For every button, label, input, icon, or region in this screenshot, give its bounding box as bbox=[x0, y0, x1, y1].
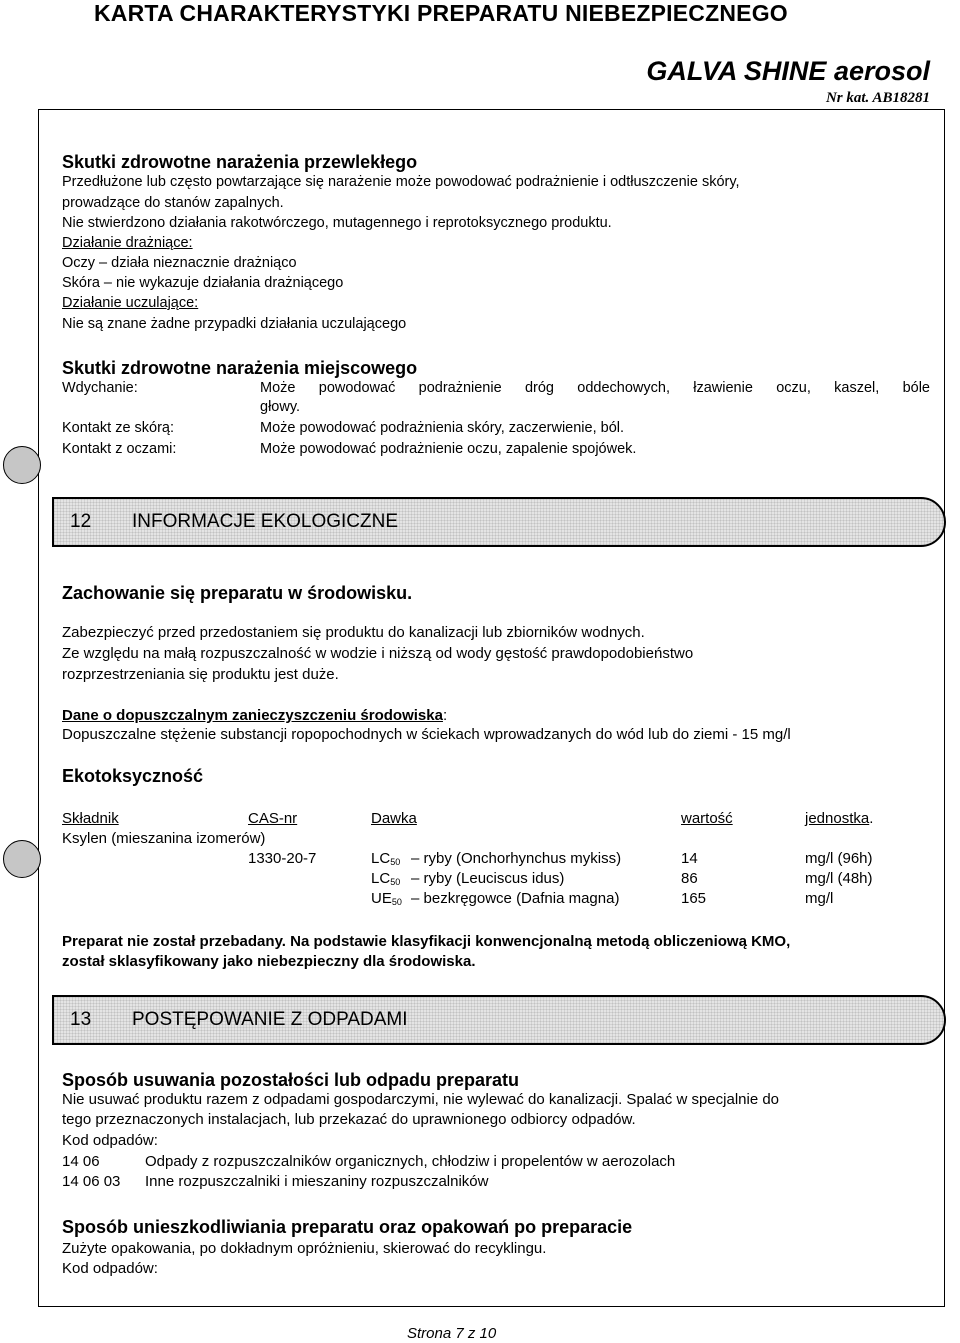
section-number: 13 bbox=[70, 1009, 92, 1030]
packaging-text: Zużyte opakowania, po dokładnym opróżnieniu, skierować do recyklingu. bbox=[62, 1240, 547, 1257]
dose-sub: 50 bbox=[390, 857, 401, 867]
dose-desc: ryby (Onchorhynchus mykiss) bbox=[423, 850, 622, 867]
local-row-label: Kontakt ze skórą: bbox=[62, 420, 175, 436]
dose-desc: bezkręgowce (Dafnia magna) bbox=[423, 890, 620, 907]
local-row-text: Może powodować podrażnienia skóry, zaczerwienie, ból. bbox=[260, 420, 625, 436]
punch-hole-icon bbox=[3, 840, 41, 878]
table-header-unit-cell bbox=[805, 808, 873, 829]
waste-code-desc: Inne rozpuszczalniki i mieszaniny rozpuszczalników bbox=[145, 1173, 489, 1190]
chronic-line: Przedłużone lub często powtarzające się narażenie może powodować podrażnienie i odtłuszczenie skóry, bbox=[62, 174, 740, 190]
disposal-heading: Sposób usuwania pozostałości lub odpadu preparatu bbox=[62, 1070, 520, 1090]
table-header-unit: jednostka bbox=[805, 810, 870, 827]
local-row-text: głowy. bbox=[260, 399, 301, 415]
skin-effect: Skóra – nie wykazuje działania drażniącego bbox=[62, 275, 344, 291]
classification-text: został sklasyfikowany jako niebezpieczny dla środowiska. bbox=[62, 953, 476, 970]
eco-paragraph: Ze względu na małą rozpuszczalność w wodzie i niższą od wody gęstość prawdopodobieństwo bbox=[62, 645, 694, 662]
dose-type: UE bbox=[371, 890, 392, 907]
section-13-header bbox=[52, 995, 946, 1045]
chronic-line: prowadzące do stanów zapalnych. bbox=[62, 195, 284, 211]
table-value: 165 bbox=[681, 890, 707, 907]
table-unit: mg/l bbox=[805, 890, 834, 907]
document-title: KARTA CHARAKTERYSTYKI PREPARATU NIEBEZPIECZNEGO bbox=[94, 0, 788, 26]
behaviour-heading: Zachowanie się preparatu w środowisku. bbox=[62, 583, 413, 603]
limit-text: Dopuszczalne stężenie substancji ropopochodnych w ściekach wprowadzanych do wód lub do ziemi - 15 mg/l bbox=[62, 726, 791, 743]
table-value: 14 bbox=[681, 850, 698, 867]
table-component: Ksylen (mieszanina izomerów) bbox=[62, 830, 266, 847]
table-desc: – ryby (Leuciscus idus) bbox=[411, 870, 565, 887]
classification-text: Preparat nie został przebadany. Na podstawie klasyfikacji konwencjonalną metodą obliczeniową KMO, bbox=[62, 933, 791, 950]
local-row-text: Może powodować podrażnienie oczu, zapalenie spojówek. bbox=[260, 441, 637, 457]
table-unit: mg/l (96h) bbox=[805, 850, 873, 867]
irritant-label: Działanie drażniące: bbox=[62, 235, 193, 251]
table-header-dot: . bbox=[869, 810, 874, 827]
waste-code: 14 06 bbox=[62, 1153, 100, 1170]
limit-label bbox=[62, 705, 447, 726]
section-12-header bbox=[52, 497, 946, 547]
table-desc: – ryby (Onchorhynchus mykiss) bbox=[411, 850, 622, 867]
local-row-text: Może powodować podrażnienie dróg oddechowych, łzawienie oczu, kaszel, bóle bbox=[260, 380, 930, 396]
sensitizing-label: Działanie uczulające: bbox=[62, 295, 199, 311]
table-cas: 1330-20-7 bbox=[248, 850, 317, 867]
table-unit: mg/l (48h) bbox=[805, 870, 873, 887]
table-header-value: wartość bbox=[681, 810, 733, 827]
chronic-line: Nie stwierdzono działania rakotwórczego, mutagennego i reprotoksycznego produktu. bbox=[62, 215, 612, 231]
table-header-component: Składnik bbox=[62, 810, 119, 827]
eyes-effect: Oczy – działa nieznacznie drażniąco bbox=[62, 255, 297, 271]
catalog-number: Nr kat. AB18281 bbox=[825, 90, 930, 106]
waste-code: 14 06 03 bbox=[62, 1173, 121, 1190]
table-header-cas: CAS-nr bbox=[248, 810, 298, 827]
disposal-text: Nie usuwać produktu razem z odpadami gospodarczymi, nie wylewać do kanalizacji. Spalać w specjalnie do bbox=[62, 1091, 780, 1108]
packaging-heading: Sposób unieszkodliwiania preparatu oraz opakowań po preparacie bbox=[62, 1217, 633, 1237]
punch-hole-icon bbox=[3, 446, 41, 484]
eco-paragraph: rozprzestrzeniania się produktu jest duże. bbox=[62, 666, 339, 683]
page-number: Strona 7 z 10 bbox=[407, 1325, 497, 1342]
local-row-label: Wdychanie: bbox=[62, 380, 138, 396]
dose-sub: 50 bbox=[391, 897, 402, 907]
table-header-dose: Dawka bbox=[371, 810, 417, 827]
waste-code-label: Kod odpadów: bbox=[62, 1132, 158, 1149]
dose-type: LC bbox=[371, 850, 391, 867]
eco-paragraph: Zabezpieczyć przed przedostaniem się produktu do kanalizacji lub zbiorników wodnych. bbox=[62, 624, 645, 641]
product-name: GALVA SHINE aerosol bbox=[646, 56, 930, 86]
limit-label-text: Dane o dopuszczalnym zanieczyszczeniu środowiska bbox=[62, 707, 443, 724]
local-row-label: Kontakt z oczami: bbox=[62, 441, 177, 457]
chronic-effects-heading: Skutki zdrowotne narażenia przewlekłego bbox=[62, 152, 418, 172]
sensitizing-text: Nie są znane żadne przypadki działania uczulającego bbox=[62, 316, 407, 332]
disposal-text: tego przeznaczonych instalacjach, lub przekazać do uprawnionego odbiorcy odpadów. bbox=[62, 1111, 636, 1128]
dose-type: LC bbox=[371, 870, 391, 887]
dose-sub: 50 bbox=[390, 877, 401, 887]
dose-desc: ryby (Leuciscus idus) bbox=[423, 870, 565, 887]
table-value: 86 bbox=[681, 870, 698, 887]
waste-code-desc: Odpady z rozpuszczalników organicznych, chłodziw i propelentów w aerozolach bbox=[145, 1153, 676, 1170]
section-title: INFORMACJE EKOLOGICZNE bbox=[132, 511, 399, 532]
local-effects-heading: Skutki zdrowotne narażenia miejscowego bbox=[62, 358, 418, 378]
table-dose bbox=[371, 888, 402, 913]
table-desc: – bezkręgowce (Dafnia magna) bbox=[411, 890, 620, 907]
limit-label-colon: : bbox=[442, 707, 448, 724]
ecotox-heading: Ekotoksyczność bbox=[62, 766, 204, 786]
section-title: POSTĘPOWANIE Z ODPADAMI bbox=[132, 1009, 408, 1030]
packaging-code-label: Kod odpadów: bbox=[62, 1260, 158, 1277]
section-number: 12 bbox=[70, 511, 92, 532]
